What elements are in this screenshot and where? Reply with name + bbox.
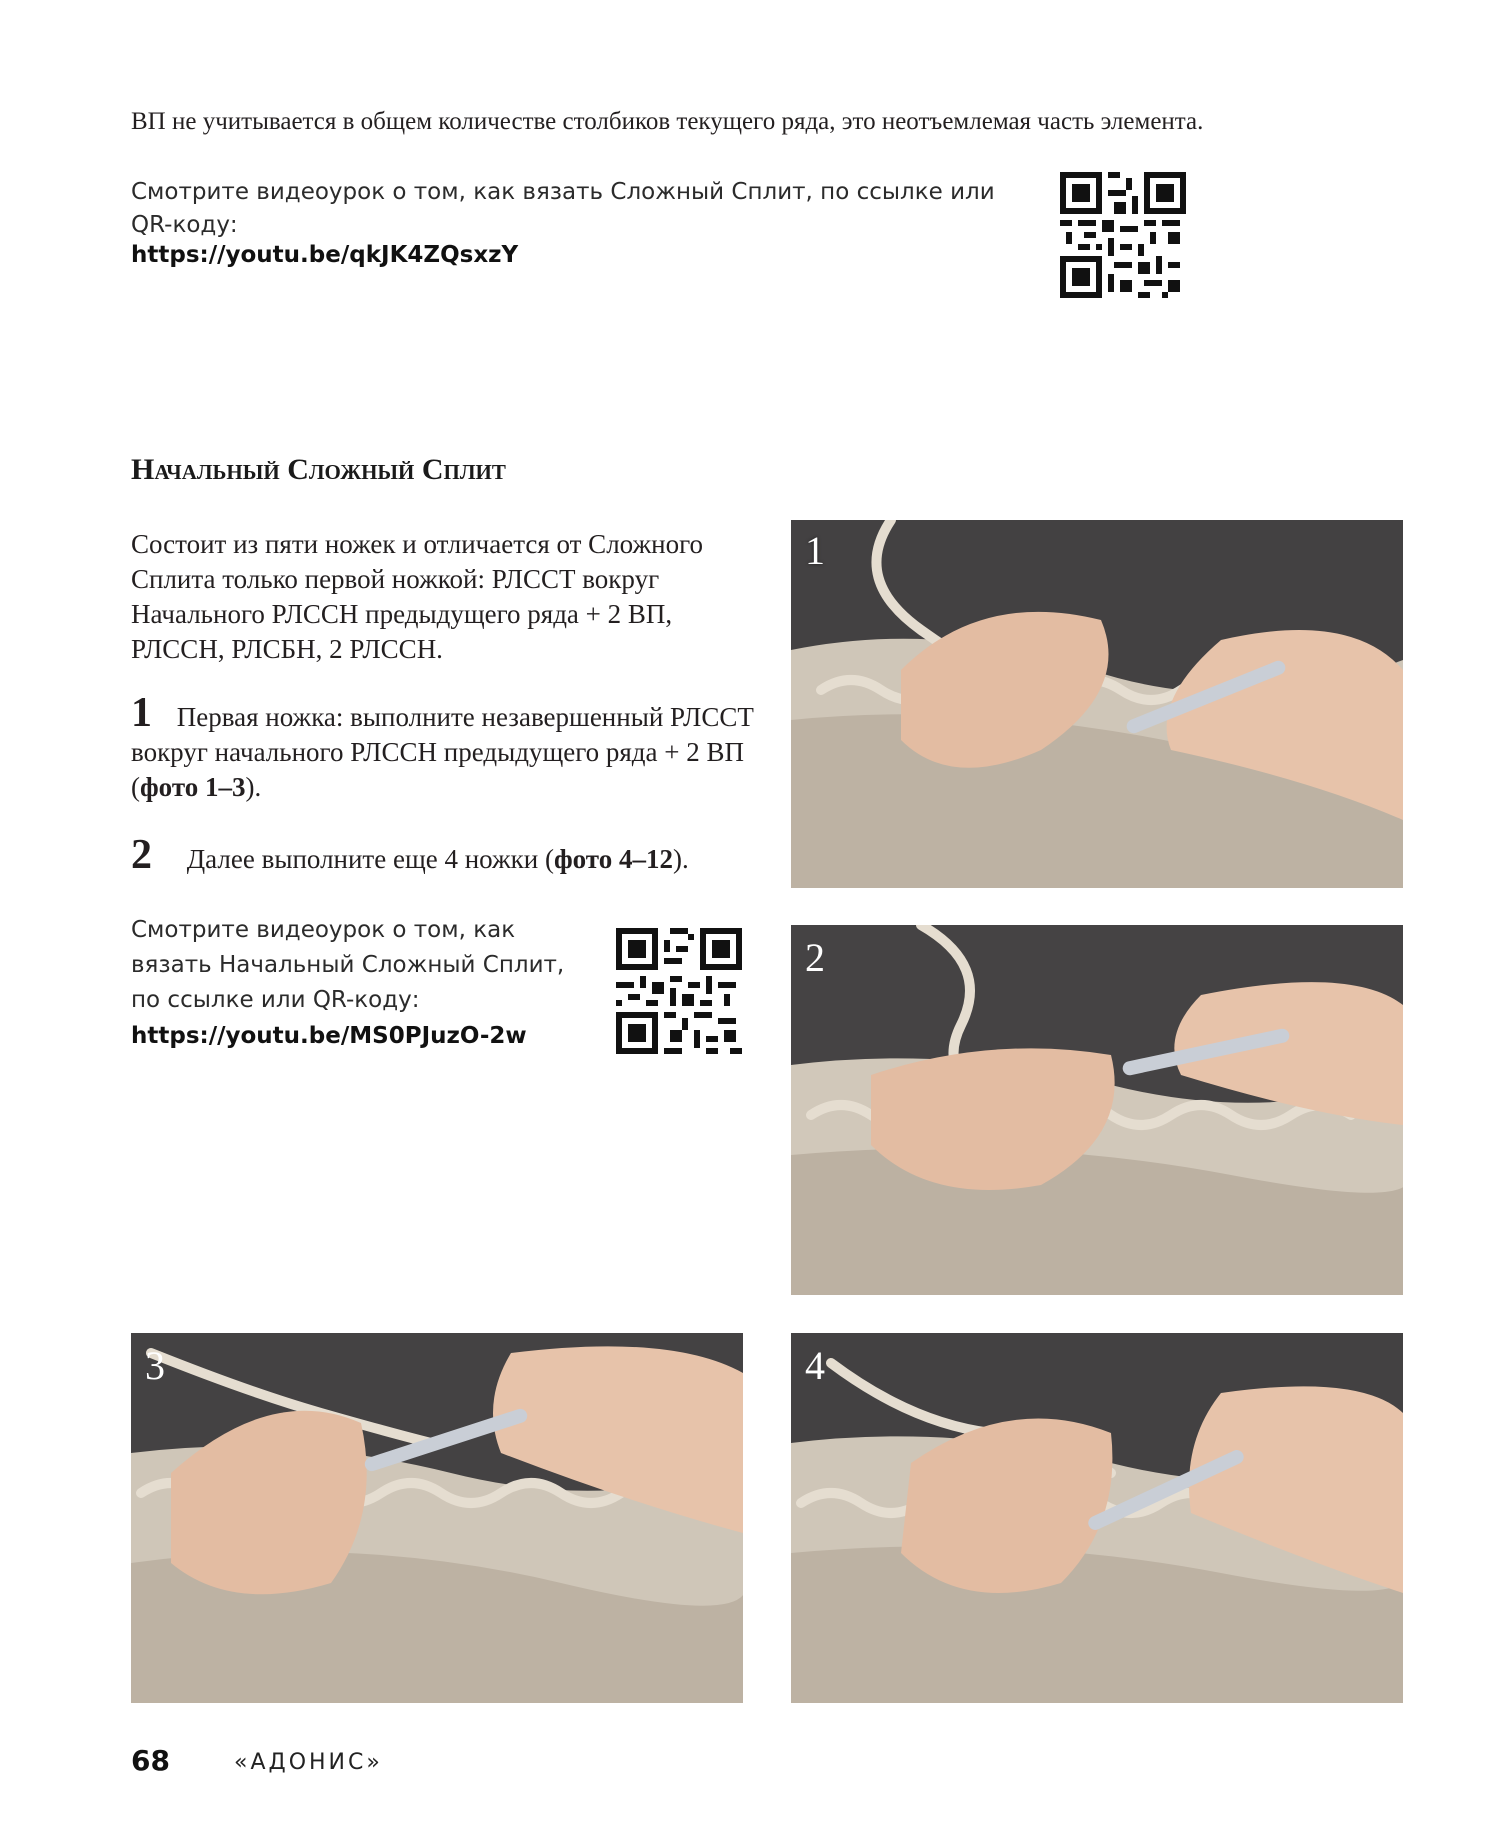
step-number: 2 bbox=[131, 832, 152, 878]
step-text-end: ). bbox=[245, 772, 262, 802]
page-number: 68 bbox=[131, 1744, 170, 1777]
video-text: Смотрите видеоурок о том, как вязать Начальный Сложный Сплит, по ссылке или QR-коду: bbox=[131, 917, 565, 1013]
step-1 bbox=[131, 692, 761, 805]
section-heading: Начальный Сложный Сплит bbox=[131, 453, 506, 486]
qr-code-top[interactable] bbox=[1060, 172, 1186, 298]
step-photo-2 bbox=[791, 925, 1403, 1295]
photo-number: 4 bbox=[805, 1343, 825, 1388]
photo-number: 3 bbox=[145, 1343, 165, 1388]
video-text: Смотрите видеоурок о том, как вязать Сложный Сплит, по ссылке или QR-коду: bbox=[131, 179, 995, 238]
photo-number: 2 bbox=[805, 935, 825, 980]
step-number: 1 bbox=[131, 690, 152, 736]
step-text-end: ). bbox=[672, 844, 689, 874]
intro-note: ВП не учитывается в общем количестве столбиков текущего ряда, это неотъемлемая часть элемента. bbox=[131, 108, 1204, 135]
step-photo-3 bbox=[131, 1333, 743, 1703]
step-text: Первая ножка: выполните незавершенный РЛССТ вокруг начального РЛССН предыдущего ряда + 2 ВП ( bbox=[131, 702, 754, 802]
running-title: «АДОНИС» bbox=[234, 1750, 383, 1775]
step-text: Далее выполните еще 4 ножки ( bbox=[186, 844, 554, 874]
step-photo-1 bbox=[791, 520, 1403, 888]
video-link[interactable]: https://youtu.be/qkJK4ZQsxzY bbox=[131, 242, 519, 268]
video-block-section bbox=[131, 913, 591, 1054]
photo-reference: фото 1–3 bbox=[140, 772, 246, 802]
section-description: Состоит из пяти ножек и отличается от Сложного Сплита только первой ножкой: РЛССТ вокруг Начального РЛССН предыдущего ряда + 2 ВП, РЛССН, РЛСБН, 2 РЛССН. bbox=[131, 529, 703, 664]
photo-reference: фото 4–12 bbox=[553, 844, 673, 874]
qr-code-section[interactable] bbox=[616, 928, 742, 1054]
video-block-top bbox=[131, 176, 1031, 268]
step-2 bbox=[131, 834, 761, 880]
video-link[interactable]: https://youtu.be/MS0PJuzO-2w bbox=[131, 1023, 527, 1049]
step-photo-4 bbox=[791, 1333, 1403, 1703]
photo-number: 1 bbox=[805, 528, 825, 573]
